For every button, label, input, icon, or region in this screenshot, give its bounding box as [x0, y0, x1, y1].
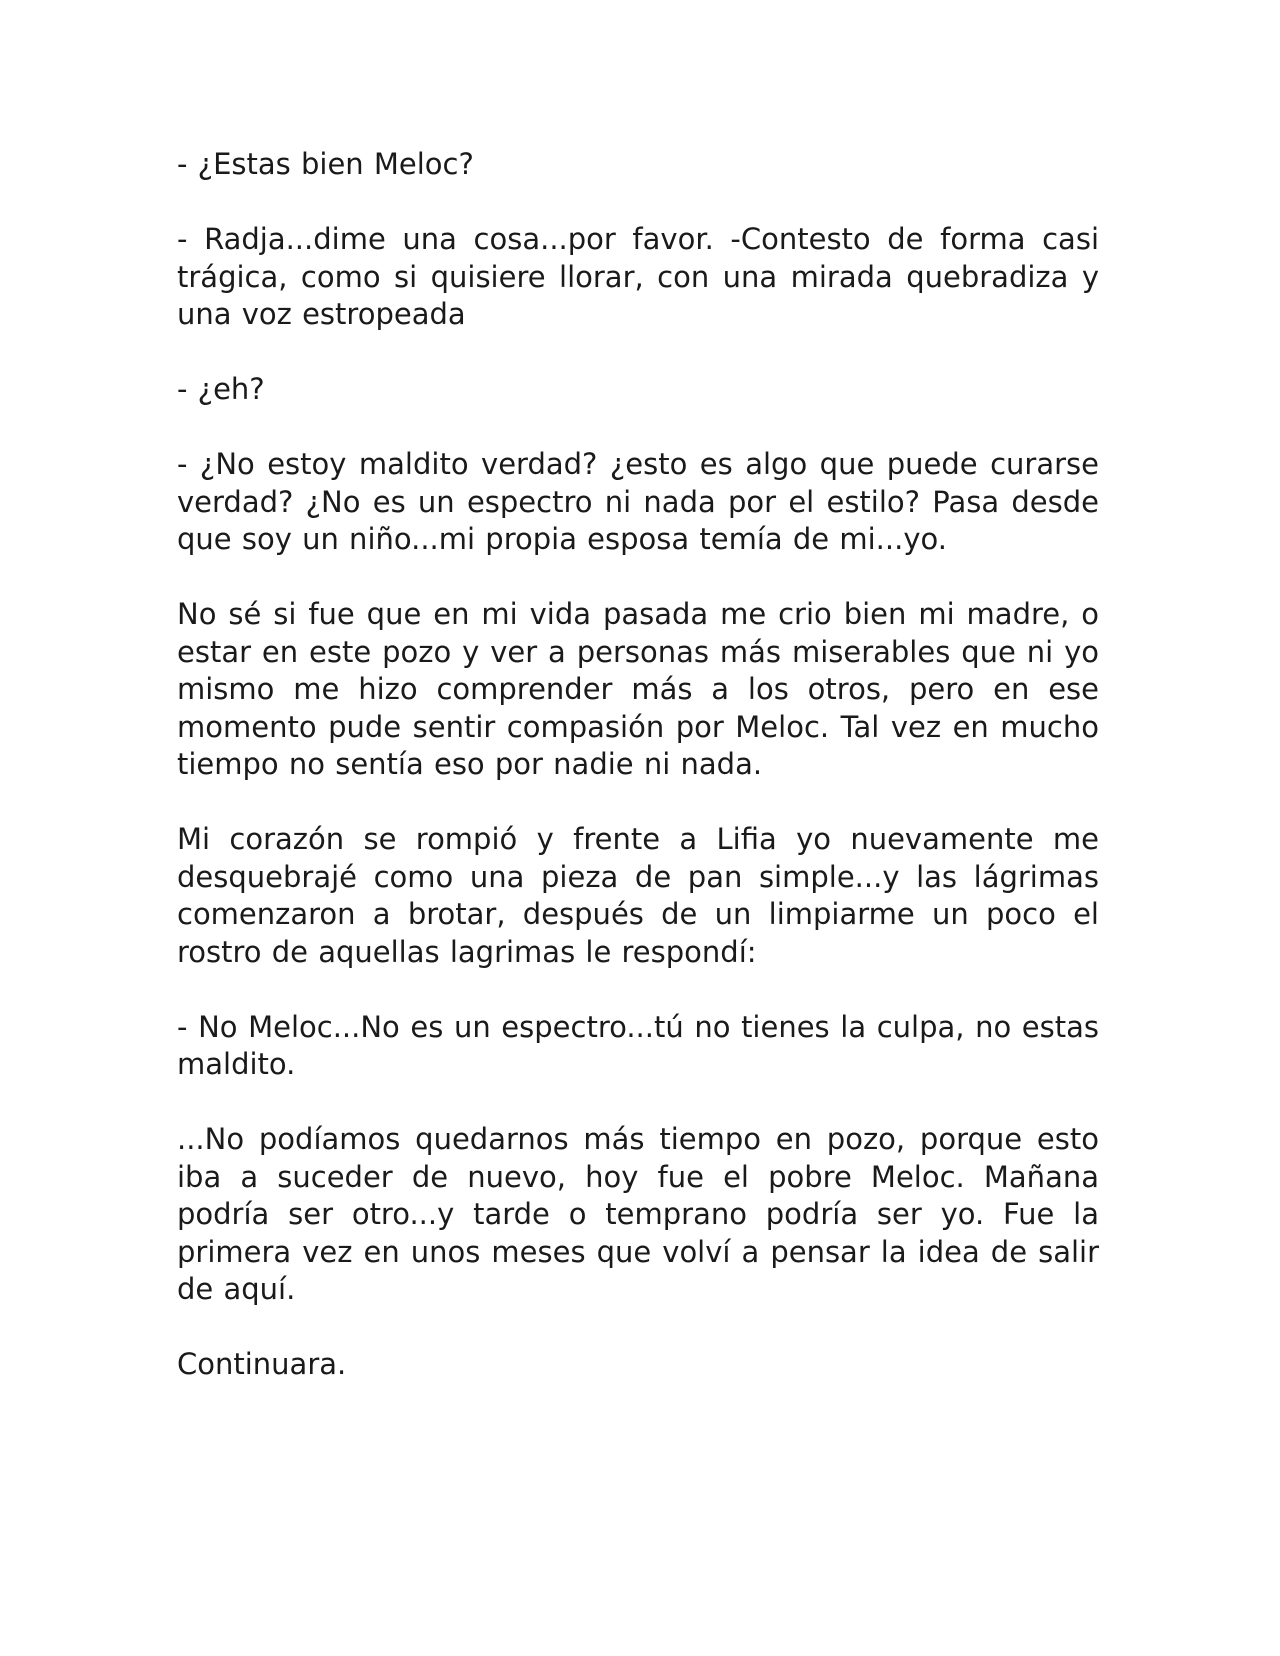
- document-body: [177, 146, 1099, 1421]
- paragraph-9: Continuara.: [177, 1347, 347, 1381]
- paragraph-3: - ¿eh?: [177, 372, 265, 406]
- paragraph-5: No sé si fue que en mi vida pasada me crio bien mi madre, o estar en este pozo y ver a personas más miserables que ni yo mismo me hizo comprender más a los otros, pero en ese momento pude sentir compasión por Meloc. Tal vez en mucho tiempo no sentía eso por nadie ni nada.: [177, 597, 1099, 781]
- paragraph-7: - No Meloc...No es un espectro...tú no tienes la culpa, no estas maldito.: [177, 1009, 1099, 1081]
- paragraph-1: - ¿Estas bien Meloc?: [177, 147, 474, 181]
- paragraph-8: ...No podíamos quedarnos más tiempo en pozo, porque esto iba a suceder de nuevo, hoy fue el pobre Meloc. Mañana podría ser otro...y tarde o temprano podría ser yo. Fue la primera vez en unos meses que volví a pensar la idea de salir de aquí.: [177, 1122, 1099, 1306]
- paragraph-6: Mi corazón se rompió y frente a Lifia yo nuevamente me desquebrajé como una pieza de pan simple...y las lágrimas comenzaron a brotar, después de un limpiarme un poco el rostro de aquellas lagrimas le respondí:: [177, 822, 1099, 969]
- paragraph-2: - Radja...dime una cosa...por favor. -Contesto de forma casi trágica, como si quisiere llorar, con una mirada quebradiza y una voz estropeada: [177, 222, 1099, 331]
- paragraph-4: - ¿No estoy maldito verdad? ¿esto es algo que puede curarse verdad? ¿No es un espectro ni nada por el estilo? Pasa desde que soy un niño...mi propia esposa temía de mi...yo.: [177, 447, 1099, 556]
